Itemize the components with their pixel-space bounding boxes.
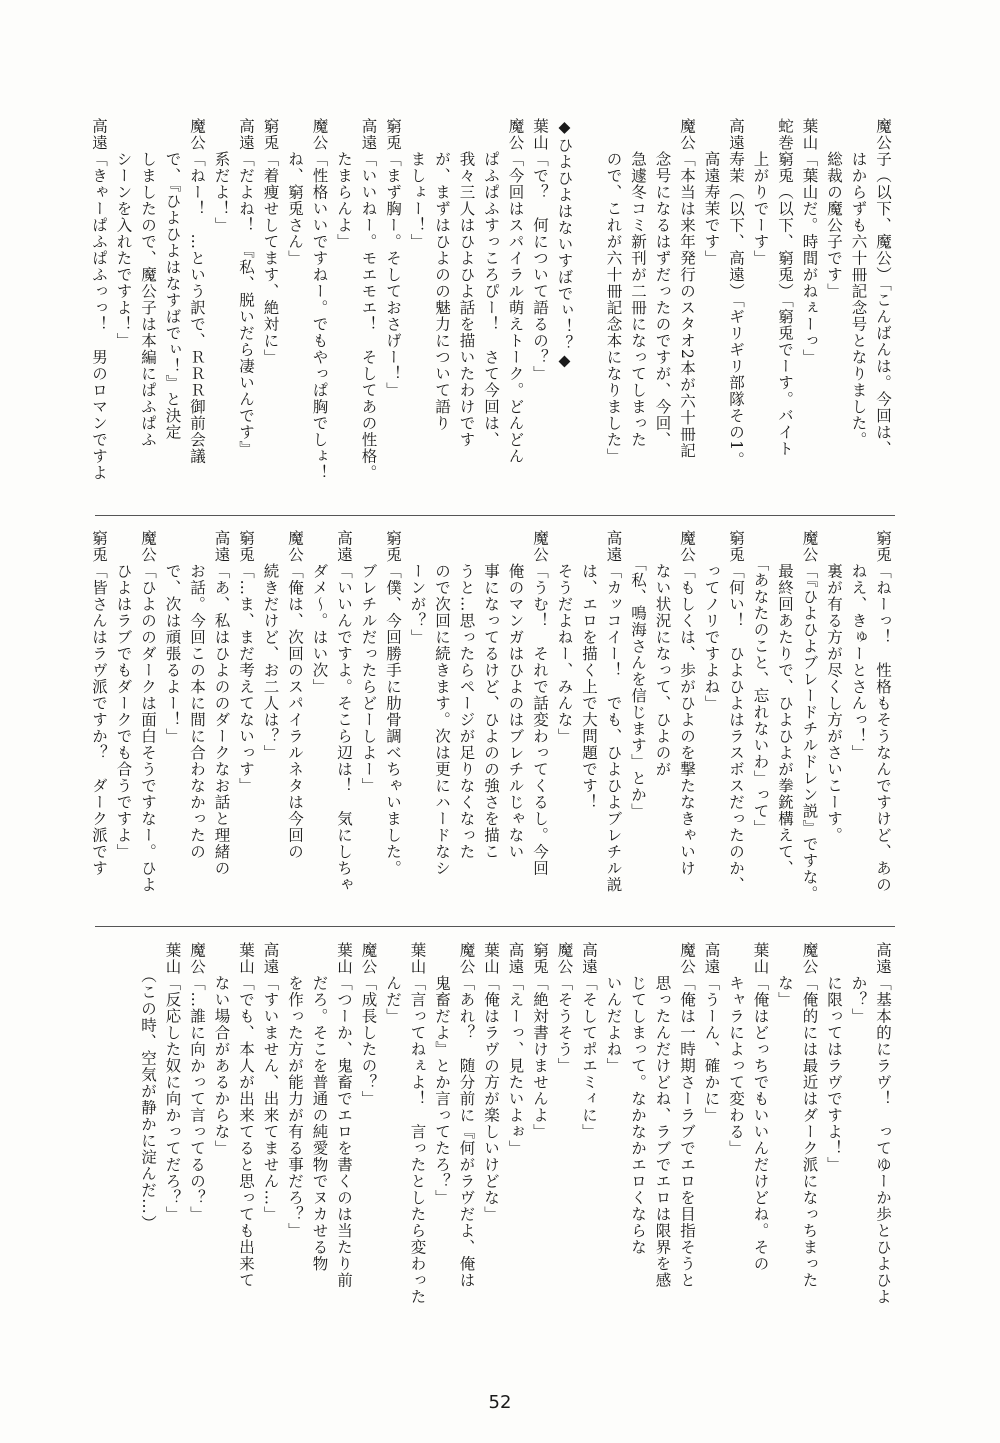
text-line: 葉山「俺はどっちでもいいんだけどね。その bbox=[751, 942, 770, 1272]
text-line: 魔公「本当は来年発行のスタオ2本が六十冊記 bbox=[678, 118, 696, 459]
text-line: ましょー！」 bbox=[408, 118, 427, 250]
text-line: 葉山「言ってねぇよ！ 言ったとしたら変わった bbox=[408, 942, 427, 1305]
text-line: 高遠「いいねー。モエモエ！ そしてあの性格。 bbox=[359, 118, 378, 481]
text-line: 魔公「俺は一時期さーラブでエロを目指そうと bbox=[678, 942, 696, 1289]
text-line: 魔公「ねー！ …という訳で、ＲＲＲ御前会議 bbox=[188, 118, 206, 465]
text-line: 総裁の魔公子です」 bbox=[825, 118, 843, 300]
text-line: 高遠「いいんですよ。そこら辺は！ 気にしちゃ bbox=[335, 530, 353, 893]
text-line: そうだよねー、みんな」 bbox=[555, 530, 574, 745]
text-line: シーンを入れたですよ！」 bbox=[114, 118, 133, 349]
text-line: 思ったんだけどね、ラブでエロは限界を感 bbox=[653, 942, 672, 1289]
text-line: 葉山「葉山だ。時間がねぇーっ」 bbox=[800, 118, 819, 366]
text-line: 上がりでーす」 bbox=[751, 118, 770, 267]
text-line: で、『ひよひよはなすばでぃ！』と決定 bbox=[163, 118, 182, 441]
text-line: 高遠「うーん、確かに」 bbox=[702, 942, 721, 1124]
text-line: 我々三人はひよひよ話を描いたわけです bbox=[457, 118, 476, 448]
text-line: 魔公「俺的には最近はダーク派になっちまった bbox=[800, 942, 819, 1289]
text-line: ので、これが六十冊記念本になりました」 bbox=[604, 118, 623, 465]
text-line: 俺のマンガはひよのはブレチルじゃない bbox=[506, 530, 525, 860]
text-line: しましたので、魔公子は本編にぱふぱふ bbox=[139, 118, 157, 448]
text-line: 魔公「…誰に向かって言ってるの？」 bbox=[188, 942, 206, 1223]
text-line: 高遠「えーっ、見たいよぉ」 bbox=[506, 942, 525, 1157]
text-line: 「私、鳴海さんを信じます」とか」 bbox=[629, 530, 647, 820]
text-line: 魔公「そうそう」 bbox=[555, 942, 574, 1074]
text-line: 魔公子（以下、魔公）「こんばんは。今回は、 bbox=[874, 118, 892, 457]
text-line: 系だよ！」 bbox=[212, 118, 231, 234]
text-line: 窮兎「まず胸ー。そしておさげー！」 bbox=[384, 118, 402, 399]
text-line: ーンが？」 bbox=[408, 530, 427, 646]
text-line: お話。今回この本に間に合わなかったの bbox=[188, 530, 206, 860]
text-line: ひよはラブでもダークでも合うですよ」 bbox=[114, 530, 133, 860]
text-line: 窮兎「僕、今回勝手に肋骨調べちゃいました。 bbox=[384, 530, 402, 877]
text-line: キャラによって変わる」 bbox=[727, 942, 745, 1157]
text-line: 窮兎「絶対書けませんよ」 bbox=[531, 942, 549, 1140]
column-band-bottom bbox=[95, 942, 895, 1305]
text-line: 高遠「カッコイー！ でも、ひよひよブレチル説 bbox=[604, 530, 623, 893]
text-line: 蛇巻窮兎（以下、窮兎）「窮兎でーす。バイト bbox=[776, 118, 794, 457]
text-line: は、エロを描く上で大問題です！ bbox=[580, 530, 598, 811]
text-line: が、まずはひよのの魅力について語り bbox=[433, 118, 451, 432]
text-line: 事になってるけど、ひよのの強さを描こ bbox=[482, 530, 500, 860]
text-line: 高遠「すいません、出来てません…」 bbox=[261, 942, 280, 1223]
text-line: 葉山「俺はラヴの方が楽しいけどな」 bbox=[482, 942, 500, 1223]
text-line: 続きだけど、お二人は？」 bbox=[261, 530, 280, 761]
text-line: 「あなたのこと、忘れないわ」って」 bbox=[751, 530, 770, 836]
text-line: じてしまって。なかなかエロくならな bbox=[629, 942, 647, 1256]
text-line: だろ。そこを普通の純愛物でヌカせる物 bbox=[310, 942, 329, 1272]
text-line: んだ」 bbox=[384, 942, 402, 1025]
text-line: いんだよね」 bbox=[604, 942, 623, 1074]
text-line: ない場合があるからな」 bbox=[212, 942, 231, 1157]
text-line: を作った方が能力が有る事だろ？」 bbox=[286, 942, 304, 1239]
text-line: ね、窮兎さん」 bbox=[286, 118, 304, 267]
column-band-top bbox=[90, 118, 895, 500]
text-line: 魔公「もしくは、歩がひよのを撃たなきゃいけ bbox=[678, 530, 696, 877]
text-line: 葉山「つーか、鬼畜でエロを書くのは当たり前 bbox=[335, 942, 353, 1289]
text-line: ダメ～。はい次」 bbox=[310, 530, 329, 695]
text-line: 高遠寿茉（以下、高遠）「ギリギリ部隊その1。 bbox=[727, 118, 745, 468]
text-line: （この時、空気が静かに淀んだ…） bbox=[139, 942, 157, 1232]
text-line: ねえ、きゅーとさんっ！」 bbox=[849, 530, 868, 761]
text-line: うと…思ったらページが足りなくなった bbox=[457, 530, 476, 860]
text-line: 高遠「きゃーぱふぱふっっ！ 男のロマンですよ bbox=[90, 118, 108, 481]
text-line: な」 bbox=[776, 942, 794, 1008]
section-divider bbox=[95, 515, 895, 516]
text-line: 裏が有る方が尽くし方がさいこーす。 bbox=[825, 530, 843, 844]
text-line: 葉山「反応した奴に向かってだろ？」 bbox=[163, 942, 182, 1223]
text-line: 高遠寿茉です」 bbox=[702, 118, 721, 267]
column-band-middle bbox=[90, 530, 895, 910]
text-line: 魔公「『ひよひよブレードチルドレン説』ですな。 bbox=[800, 530, 819, 902]
text-line: 念号になるはずだったのですが、今回、 bbox=[653, 118, 672, 448]
page-number: 52 bbox=[488, 1392, 512, 1413]
text-line: ってノリですよね」 bbox=[702, 530, 721, 712]
text-line: 窮兎「着痩せしてます、絶対に」 bbox=[261, 118, 280, 366]
text-line: 高遠「基本的にラヴ！ ってゆーか歩とひよひよ bbox=[874, 942, 892, 1305]
text-line: 魔公「あれ？ 随分前に『何がラヴだよ、俺は bbox=[457, 942, 476, 1289]
text-line: 窮兎「何い！ ひよひよはラスボスだったのか、 bbox=[727, 530, 745, 893]
text-line: 窮兎「皆さんはラヴ派ですか？ ダーク派です bbox=[90, 530, 108, 877]
text-line: ぱふぱふすっころぴー！ さて今回は、 bbox=[482, 118, 500, 448]
text-line: 魔公「俺は、次回のスパイラルネタは今回の bbox=[286, 530, 304, 860]
text-line: 葉山「で？ 何について語るの？」 bbox=[531, 118, 549, 382]
text-line: 魔公「性格いいですねー。でもやっぱ胸でしょ！ bbox=[310, 118, 329, 481]
text-line: に限ってはラヴですよ！」 bbox=[825, 942, 843, 1173]
text-line: で、次は頑張るよー！」 bbox=[163, 530, 182, 745]
text-line: ので次回に続きます。次は更にハードなシ bbox=[433, 530, 451, 877]
text-line: か？」 bbox=[849, 942, 868, 1025]
text-line: たまらんよ」 bbox=[335, 118, 353, 250]
text-line: ブレチルだったらどーしよー」 bbox=[359, 530, 378, 794]
text-line: 高遠「だよね！ 『私、脱いだら凄いんです』 bbox=[237, 118, 255, 457]
text-line: 鬼畜だよ』とか言ってたろ？」 bbox=[433, 942, 451, 1206]
text-line: 高遠「そしてポエミィに」 bbox=[580, 942, 598, 1140]
text-line: 最終回あたりで、ひよひよが拳銃構えて、 bbox=[776, 530, 794, 877]
text-line: 魔公「今回はスパイラル萌えトーク。どんどん bbox=[506, 118, 525, 465]
text-line: 魔公「ひよののダークは面白そうですなー。ひよ bbox=[139, 530, 157, 893]
text-line: 窮兎「ねーっ！ 性格もそうなんですけど、あの bbox=[874, 530, 892, 893]
text-line: 急遽冬コミ新刊が二冊になってしまった bbox=[629, 118, 647, 448]
text-line: はからずも六十冊記念号となりました。 bbox=[849, 118, 868, 448]
text-line: 高遠「あ、私はひよののダークなお話と理緒の bbox=[212, 530, 231, 877]
text-line: 魔公「成長したの？」 bbox=[359, 942, 378, 1107]
text-line: 葉山「でも、本人が出来てると思っても出来て bbox=[237, 942, 255, 1289]
text-line: 魔公「うむ！ それで話変わってくるし。今回 bbox=[531, 530, 549, 877]
text-line: ない状況になって、ひよのが bbox=[653, 530, 672, 778]
section-heading: ◆ひよひよはないすばでぃ！？◆ bbox=[555, 118, 574, 371]
section-divider bbox=[95, 926, 895, 927]
text-line bbox=[577, 118, 602, 500]
text-line: 窮兎「…ま、まだ考えてないっす」 bbox=[237, 530, 255, 794]
